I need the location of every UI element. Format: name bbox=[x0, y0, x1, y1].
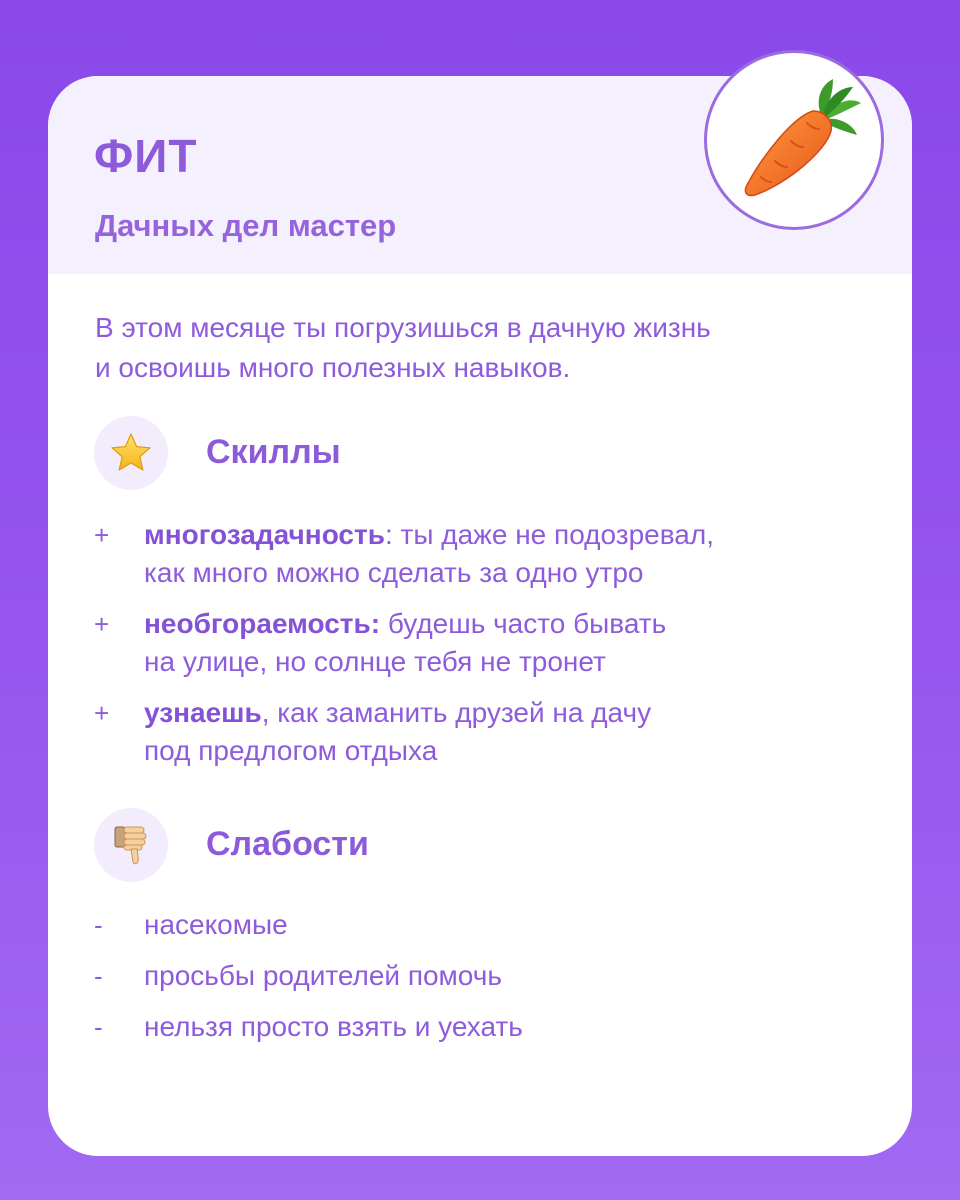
skill-text: будешь часто бывать bbox=[380, 608, 667, 639]
horoscope-card bbox=[48, 76, 912, 1156]
plus-bullet: + bbox=[94, 698, 110, 728]
skill-item bbox=[94, 516, 854, 592]
plus-bullet: + bbox=[94, 520, 110, 550]
minus-bullet: - bbox=[94, 910, 103, 940]
minus-bullet: - bbox=[94, 1012, 103, 1042]
skill-item bbox=[94, 605, 854, 681]
carrot-badge bbox=[704, 50, 884, 230]
thumbs-down-icon-graphic bbox=[109, 823, 153, 867]
star-icon-graphic bbox=[109, 431, 153, 475]
skills-title: Скиллы bbox=[206, 433, 341, 471]
weakness-text: просьбы родителей помочь bbox=[144, 960, 502, 991]
weakness-text: нельзя просто взять и уехать bbox=[144, 1011, 523, 1042]
skills-header bbox=[94, 416, 794, 492]
skill-keyword: узнаешь bbox=[144, 697, 262, 728]
page-subtitle: Дачных дел мастер bbox=[95, 208, 397, 243]
weaknesses-list bbox=[94, 906, 854, 1059]
minus-bullet: - bbox=[94, 961, 103, 991]
weakness-item bbox=[94, 906, 854, 944]
skill-text-line2: на улице, но солнце тебя не тронет bbox=[144, 646, 606, 677]
intro-line-2: и освоишь много полезных навыков. bbox=[95, 352, 571, 383]
skill-keyword: необгораемость: bbox=[144, 608, 381, 639]
weakness-item bbox=[94, 1008, 854, 1046]
weaknesses-header bbox=[94, 808, 794, 884]
thumbs-down-icon bbox=[94, 808, 168, 882]
weakness-text: насекомые bbox=[144, 909, 288, 940]
skill-text-line2: под предлогом отдыха bbox=[144, 735, 438, 766]
intro-text bbox=[95, 308, 855, 388]
intro-line-1: В этом месяце ты погрузишься в дачную жизнь bbox=[95, 312, 711, 343]
skill-text-line2: как много можно сделать за одно утро bbox=[144, 557, 644, 588]
plus-bullet: + bbox=[94, 609, 110, 639]
star-icon bbox=[94, 416, 168, 490]
skill-item bbox=[94, 694, 854, 770]
skills-list bbox=[94, 516, 854, 783]
skill-text: : ты даже не подозревал, bbox=[384, 519, 714, 550]
carrot-icon bbox=[729, 71, 865, 207]
page-title: ФИТ bbox=[94, 130, 198, 182]
weakness-item bbox=[94, 957, 854, 995]
skill-text: , как заманить друзей на дачу bbox=[261, 697, 652, 728]
skill-keyword: многозадачность bbox=[144, 519, 385, 550]
weaknesses-title: Слабости bbox=[206, 825, 369, 863]
